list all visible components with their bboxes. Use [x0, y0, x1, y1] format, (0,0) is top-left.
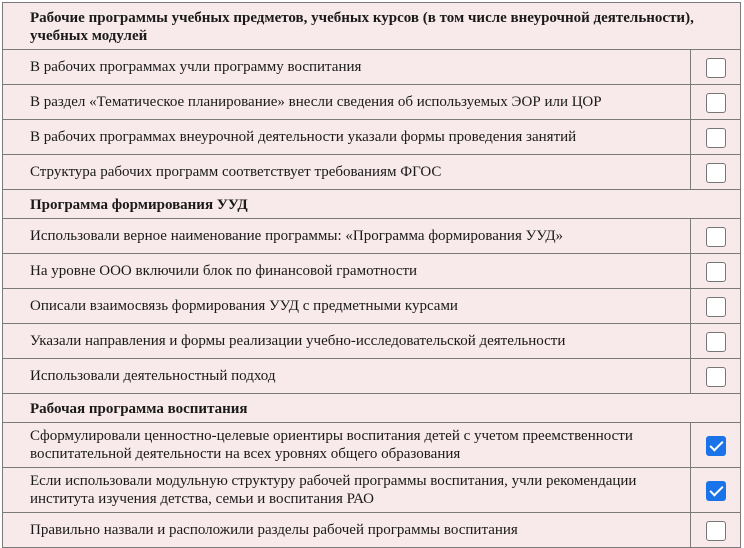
- item-label: Структура рабочих программ соответствует требованиям ФГОС: [3, 155, 691, 190]
- checkbox[interactable]: [706, 332, 726, 352]
- checklist-row: [3, 155, 741, 190]
- checklist-row: [3, 85, 741, 120]
- section-header-row: [3, 3, 741, 50]
- checkbox[interactable]: [706, 128, 726, 148]
- section-title: Рабочие программы учебных предметов, учебных курсов (в том числе внеурочной деятельности), учебных модулей: [3, 3, 741, 50]
- item-label: Сформулировали ценностно-целевые ориентиры воспитания детей с учетом преемственности воспитательной деятельности на всех уровнях общего образования: [3, 423, 691, 468]
- checkbox[interactable]: [706, 436, 726, 456]
- checklist-table: [2, 2, 741, 548]
- item-label: В рабочих программах учли программу воспитания: [3, 50, 691, 85]
- checklist-row: [3, 513, 741, 548]
- checkbox-cell: [691, 423, 741, 468]
- checkbox[interactable]: [706, 367, 726, 387]
- checkbox-cell: [691, 120, 741, 155]
- checkbox[interactable]: [706, 227, 726, 247]
- checkbox-cell: [691, 254, 741, 289]
- section-header-row: [3, 190, 741, 219]
- item-label: Использовали деятельностный подход: [3, 359, 691, 394]
- item-label: В рабочих программах внеурочной деятельности указали формы проведения занятий: [3, 120, 691, 155]
- item-label: Указали направления и формы реализации учебно-исследовательской деятельности: [3, 324, 691, 359]
- section-title: Рабочая программа воспитания: [3, 394, 741, 423]
- checkbox-cell: [691, 155, 741, 190]
- section-title: Программа формирования УУД: [3, 190, 741, 219]
- checkbox[interactable]: [706, 297, 726, 317]
- checklist-row: [3, 423, 741, 468]
- checkbox-cell: [691, 324, 741, 359]
- checklist-row: [3, 289, 741, 324]
- checklist-row: [3, 359, 741, 394]
- checkbox[interactable]: [706, 481, 726, 501]
- item-label: Описали взаимосвязь формирования УУД с предметными курсами: [3, 289, 691, 324]
- checkbox-cell: [691, 513, 741, 548]
- item-label: Если использовали модульную структуру рабочей программы воспитания, учли рекомендации института изучения детства, семьи и воспитания РАО: [3, 468, 691, 513]
- checklist-row: [3, 219, 741, 254]
- checkbox[interactable]: [706, 163, 726, 183]
- checkbox-cell: [691, 50, 741, 85]
- checklist-row: [3, 468, 741, 513]
- checklist-row: [3, 324, 741, 359]
- checklist-row: [3, 50, 741, 85]
- checkbox-cell: [691, 85, 741, 120]
- checkbox-cell: [691, 289, 741, 324]
- checklist-row: [3, 120, 741, 155]
- item-label: В раздел «Тематическое планирование» внесли сведения об используемых ЭОР или ЦОР: [3, 85, 691, 120]
- checkbox[interactable]: [706, 58, 726, 78]
- section-header-row: [3, 394, 741, 423]
- checkbox-cell: [691, 359, 741, 394]
- checklist-row: [3, 254, 741, 289]
- item-label: Использовали верное наименование программы: «Программа формирования УУД»: [3, 219, 691, 254]
- checkbox[interactable]: [706, 262, 726, 282]
- checkbox-cell: [691, 468, 741, 513]
- item-label: На уровне ООО включили блок по финансовой грамотности: [3, 254, 691, 289]
- checkbox-cell: [691, 219, 741, 254]
- checkbox[interactable]: [706, 93, 726, 113]
- checkbox[interactable]: [706, 521, 726, 541]
- item-label: Правильно назвали и расположили разделы рабочей программы воспитания: [3, 513, 691, 548]
